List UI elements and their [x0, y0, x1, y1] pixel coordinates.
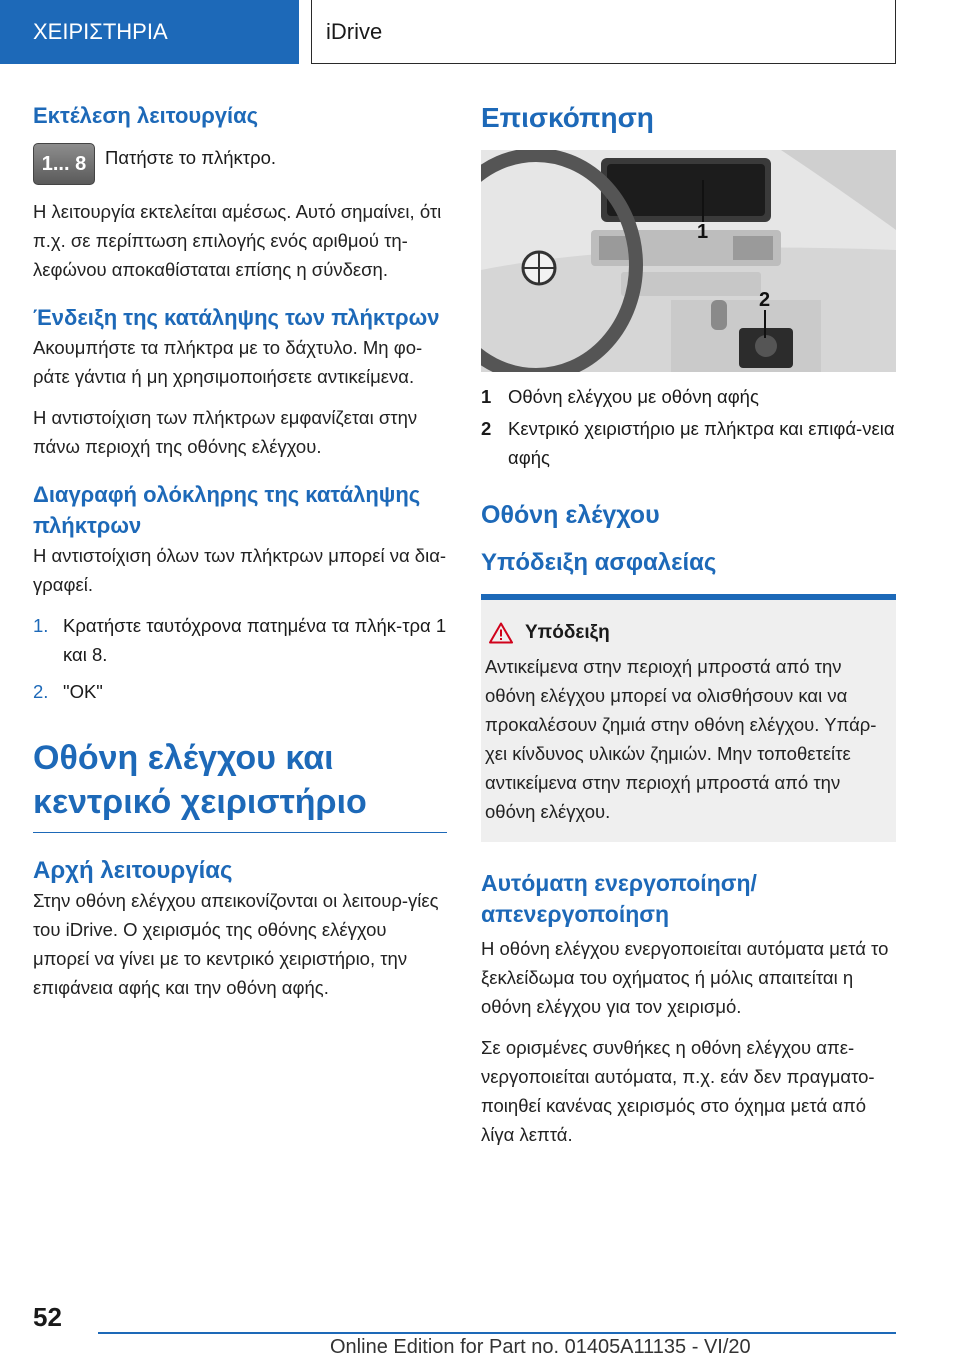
cockpit-drawing: [481, 150, 896, 372]
step-number: 2.: [33, 681, 49, 702]
legend-item: [481, 382, 896, 411]
step-number: 1.: [33, 615, 49, 636]
callout-2: 2: [759, 289, 771, 311]
execute-heading: Εκτέλεση λειτουργίας: [33, 103, 259, 128]
keys-1-8-icon: 1... 8: [33, 143, 95, 185]
page-number: 52: [33, 1302, 62, 1332]
callout-1: 1: [697, 221, 709, 243]
delete-body: Η αντιστοίχιση όλων των πλήκτρων μπορεί να δια-γραφεί.: [33, 545, 447, 595]
principle-body: Στην οθόνη ελέγχου απεικονίζονται οι λειτουρ-γίες του iDrive. Ο χειρισμός της οθόνης ελέγχου μπορεί να γίνει με το κεντρικό χειριστήριο, την επιφάνεια αφής και την οθόνη αφής.: [33, 890, 439, 998]
key-instruction-row: [33, 143, 447, 185]
warning-triangle-icon: [489, 622, 513, 644]
control-display-heading: Οθόνη ελέγχου: [481, 501, 660, 529]
list-item: [33, 677, 447, 706]
auto-body-2: Σε ορισμένες συνθήκες η οθόνη ελέγχου απε-νεργοποιείται αυτόματα, π.χ. εάν δεν πραγματο-ποιηθεί κανένας χειρισμός στο όχημα μετά από λίγα λεπτά.: [481, 1037, 875, 1145]
chapter-title: iDrive: [311, 0, 896, 64]
execute-body: Η λειτουργία εκτελείται αμέσως. Αυτό σημαίνει, ότι π.χ. σε περίπτωση επιλογής ενός αριθμού τη-λεφώνου αποκαθίσταται επίσης η σύνδεση.: [33, 201, 442, 280]
display-body-1: Ακουμπήστε τα πλήκτρα με το δάχτυλο. Μη φο-ράτε γάντια ή μη χρησιμοποιήσετε αντικείμενα.: [33, 337, 423, 387]
cockpit-illustration: [481, 150, 896, 372]
left-column: [33, 100, 447, 1002]
legend-item: [481, 414, 896, 472]
steps-list: [33, 611, 447, 706]
key-instruction: Πατήστε το πλήκτρο.: [105, 147, 277, 168]
list-item: [33, 611, 447, 669]
step-text: "OK": [63, 681, 103, 702]
right-column: [481, 100, 896, 1149]
step-text: Κρατήστε ταυτόχρονα πατημένα τα πλήκ-τρα 1 και 8.: [63, 615, 447, 665]
footer-rule: [98, 1332, 896, 1334]
auto-heading: Αυτόματη ενεργοποίηση/ απενεργοποίηση: [481, 870, 757, 927]
footer-edition: Online Edition for Part no. 01405A11135 - VI/20: [330, 1336, 751, 1358]
warning-note: [481, 594, 896, 842]
legend-text: Οθόνη ελέγχου με οθόνη αφής: [508, 386, 759, 407]
principle-heading: Αρχή λειτουργίας: [33, 857, 233, 884]
overview-heading: Επισκόπηση: [481, 102, 654, 133]
display-body-2: Η αντιστοίχιση των πλήκτρων εμφανίζεται στην πάνω περιοχή της οθόνης ελέγχου.: [33, 407, 418, 457]
delete-heading: Διαγραφή ολόκληρης της κατάληψης πλήκτρων: [33, 482, 421, 538]
auto-body-1: Η οθόνη ελέγχου ενεργοποιείται αυτόματα μετά το ξεκλείδωμα του οχήματος ή μόλις απαιτείται η οθόνη ελέγχου για τον χειρισμό.: [481, 938, 889, 1017]
section-tab: ΧΕΙΡΙΣΤΗΡΙΑ: [0, 0, 299, 64]
display-heading: Ένδειξη της κατάληψης των πλήκτρων: [33, 305, 440, 330]
legend-number: 2: [481, 418, 492, 439]
warning-body: Αντικείμενα στην περιοχή μπροστά από την οθόνη ελέγχου μπορεί να ολισθήσουν και να προκαλέσουν ζημιά στην οθόνη ελέγχου. Υπάρ-χει κίνδυνος υλικών ζημιών. Μην τοποθετείτε αντικείμενα στην περιοχή μπροστά από την οθόνη ελέγχου.: [485, 656, 877, 822]
legend-text: Κεντρικό χειριστήριο με πλήκτρα και επιφά-νεια αφής: [508, 418, 895, 468]
warning-title: Υπόδειξη: [525, 622, 610, 643]
safety-heading: Υπόδειξη ασφαλείας: [481, 549, 717, 576]
warning-header: [489, 622, 886, 644]
legend-number: 1: [481, 386, 492, 407]
main-section-heading: Οθόνη ελέγχου και κεντρικό χειριστήριο: [33, 736, 447, 833]
